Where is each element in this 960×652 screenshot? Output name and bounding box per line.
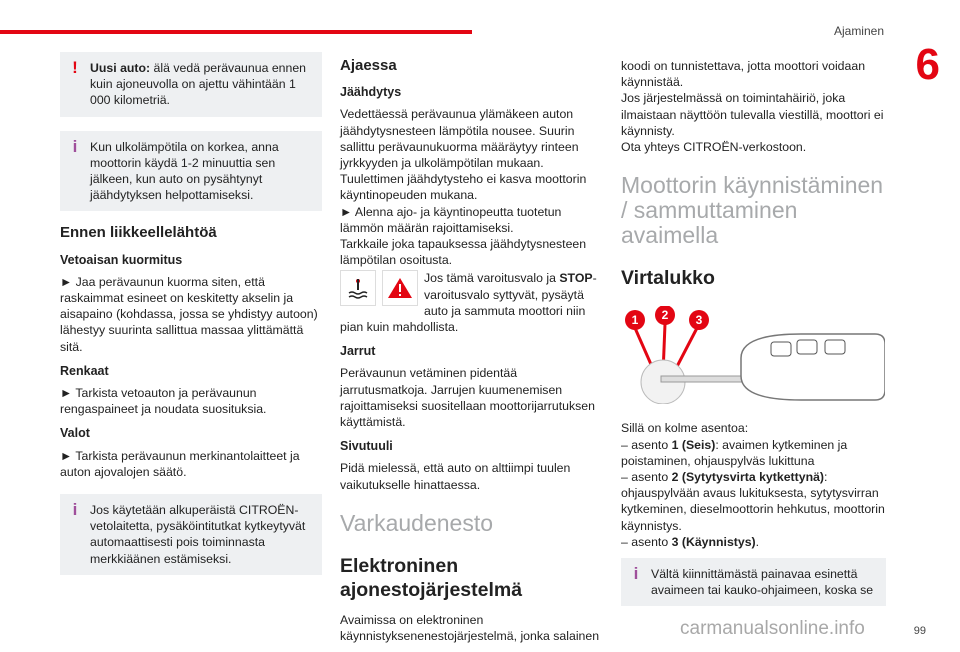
subheading-cooling: Jäähdytys [340,85,402,100]
section-title: Ajaminen [833,24,884,38]
paragraph: ► Tarkista vetoauton ja perävaunun rengaspaineet ja noudata suosituksia. [60,386,267,417]
heading-while-driving: Ajaessa [340,57,397,74]
paragraph: koodi on tunnistettava, jotta moottori voidaan käynnistää. [621,59,866,90]
subheading-brakes: Jarrut [340,344,376,359]
position-3: – asento 3 (Käynnistys). [621,534,760,549]
note-text: Jos käytetään alkuperäistä CITROËN-vetolaitetta, pysäköintitutkat kytkeytyvät automaattisesti pois toiminnasta merkkiäänen estämiseksi. [90,503,306,566]
marker-2: 2 [661,308,669,323]
header-accent-bar [0,30,472,34]
warning-note [60,52,322,117]
column-2 [340,58,605,652]
paragraph: Ota yhteys CITROËN-verkostoon. [621,140,807,155]
heading-immobiliser: Elektroninen ajonestojärjestelmä [340,554,523,601]
page-number: 99 [913,625,926,637]
subheading-lights: Valot [60,426,90,441]
chapter-number: 6 [915,40,940,89]
heading-start-stop: Moottorin käynnistäminen / sammuttaminen avaimella [621,172,884,249]
lamp-text: -varoitusvalo syttyvät, pysäytä auto ja sammuta moottori niin pian kuin mahdollista. [340,271,597,335]
position-2: – asento 2 (Sytytysvirta kytkettynä): ohjauspylvään avaus lukituksesta, sytytysvirran kytkeminen, dieselmoottorin hehkutus, moottorin käynnistys. [621,470,885,533]
subheading-crosswind: Sivutuuli [340,439,393,454]
coolant-temperature-icon [340,270,376,306]
warning-exclamation-icon: ! [72,58,78,77]
paragraph: Sillä on kolme asentoa: [621,421,749,436]
paragraph: ► Alenna ajo- ja käyntinopeutta tuotetun lämmön määrän rajoittamiseksi. [340,204,562,235]
stop-warning-triangle-icon [382,270,418,306]
paragraph: Perävaunun vetäminen pidentää jarrutusmatkoja. Jarrujen kuumenemisen rajoittamiseksi suositellaan moottorijarrutuksen käyttämistä. [340,366,595,430]
column-1 [60,52,322,589]
column-3 [621,58,886,620]
paragraph: Tarkkaile joka tapauksessa jäähdytysnesteen lämpötilan osoitusta. [340,237,587,268]
info-icon: i [72,500,78,520]
warning-lamp-block [340,270,605,335]
paragraph: ► Tarkista perävaunun merkinantolaitteet ja auton ajovalojen säätö. [60,448,300,479]
subheading-load: Vetoaisan kuormitus [60,252,183,267]
lamp-text: Jos tämä varoitusvalo ja [424,271,560,286]
heading-ignition-switch: Virtalukko [621,267,715,290]
key-ignition-figure [621,306,885,404]
position-1: – asento 1 (Seis): avaimen kytkeminen ja poistaminen, ohjauspylväs lukittuna [621,437,848,468]
stop-label: STOP [559,271,593,286]
info-note [60,494,322,575]
info-note [60,131,322,212]
note-bold-label: Uusi auto: [90,61,151,75]
paragraph: Avaimissa on elektroninen käynnistyksenenestojärjestelmä, jonka salainen [340,612,600,644]
info-note [621,558,886,606]
info-icon: i [633,564,639,584]
subheading-tyres: Renkaat [60,363,109,378]
paragraph: Jos järjestelmässä on toimintahäiriö, joka ilmaistaan näyttöön tulevalla viestillä, moottori ei käynnisty. [621,91,884,138]
paragraph: Vedettäessä perävaunua ylämäkeen auton jäähdytysnesteen lämpötila nousee. Suurin sallittu perävaunukuorma määräytyy rinteen jyrkkyyden ja ulkolämpötilan mukaan. Tuulettimen jäähdytysteho ei kasva moottorin käyntinopeuden mukana. [340,107,587,203]
marker-1: 1 [631,313,639,328]
heading-antitheft: Varkaudenesto [340,509,494,536]
note-text: Kun ulkolämpötila on korkea, anna moottorin käydä 1-2 minuuttia sen jälkeen, kun auto on pysähtynyt jäähdytyksen helpottamiseksi. [90,139,279,203]
paragraph: ► Jaa perävaunun kuorma siten, että raskaimmat esineet on keskitetty akselin ja aisapaino (kohdassa, jossa se yhdistyy autoon) lähestyy suurinta sallittua massaa ylittämättä sitä. [60,274,318,354]
info-icon: i [72,136,78,156]
note-text: älä vedä perävaunua ennen kuin ajoneuvolla on ajettu vähintään 1 000 kilometriä. [90,61,307,108]
heading-before-departure: Ennen liikkeellelähtöä [60,224,217,242]
watermark: carmanualsonline.info [680,618,865,639]
note-text: Vältä kiinnittämästä painavaa esinettä avaimeen tai kauko-ohjaimeen, koska se [651,567,874,598]
paragraph: Pidä mielessä, että auto on alttiimpi tuulen vaikutukselle hinattaessa. [340,461,571,492]
marker-3: 3 [695,313,703,328]
